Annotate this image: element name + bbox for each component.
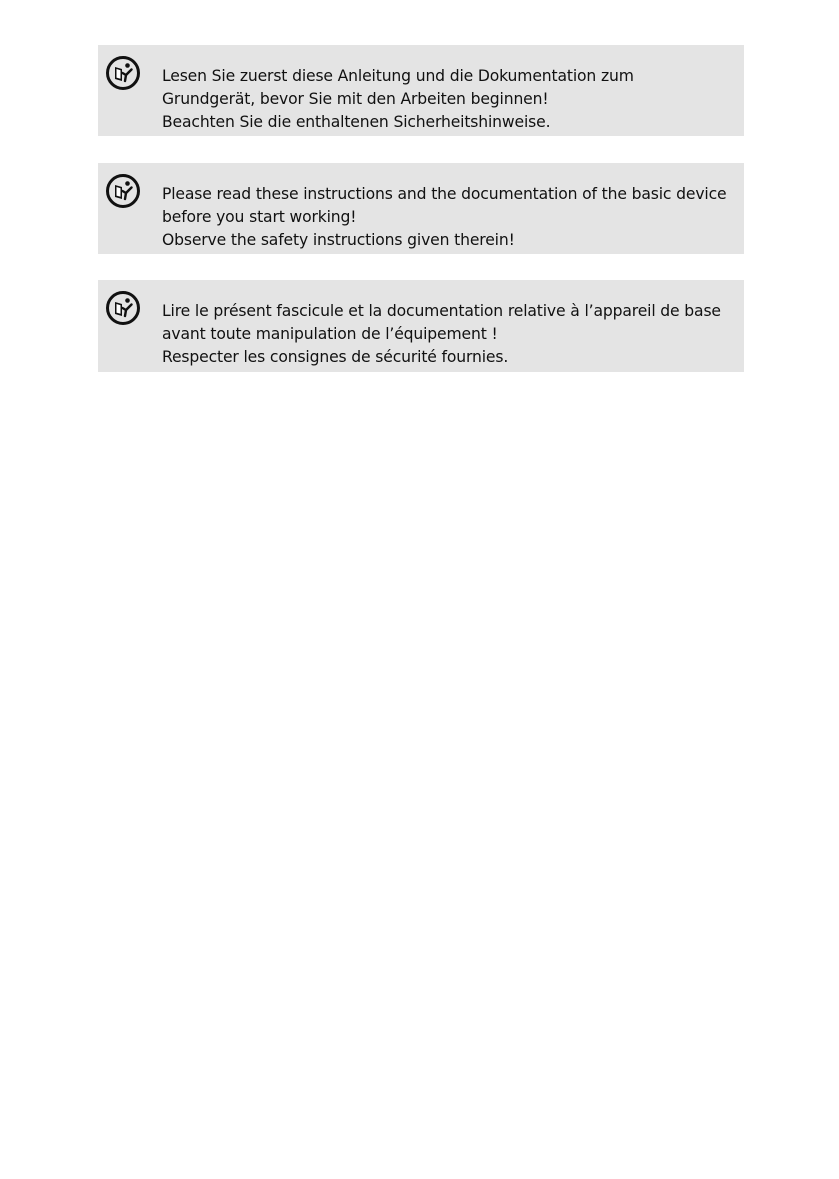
notice-line: Lesen Sie zuerst diese Anleitung und die Dokumentation zum [162,67,634,85]
notice-box-german [98,45,744,136]
read-manual-icon [105,290,141,326]
notice-text [162,183,740,252]
notice-line: Grundgerät, bevor Sie mit den Arbeiten beginnen! [162,90,549,108]
notice-line: Respecter les consignes de sécurité fournies. [162,348,509,366]
read-manual-icon [105,173,141,209]
notice-box-english [98,163,744,254]
notice-line: Please read these instructions and the documentation of the basic device [162,185,727,203]
notice-line: before you start working! [162,208,357,226]
notice-box-french [98,280,744,372]
notice-text [162,65,740,134]
notice-line: Observe the safety instructions given therein! [162,231,515,249]
notice-line: Beachten Sie die enthaltenen Sicherheitshinweise. [162,113,551,131]
notice-text [162,300,740,369]
notice-line: Lire le présent fascicule et la documentation relative à l’appareil de base [162,302,721,320]
read-manual-icon [105,55,141,91]
notice-line: avant toute manipulation de l’équipement ! [162,325,498,343]
